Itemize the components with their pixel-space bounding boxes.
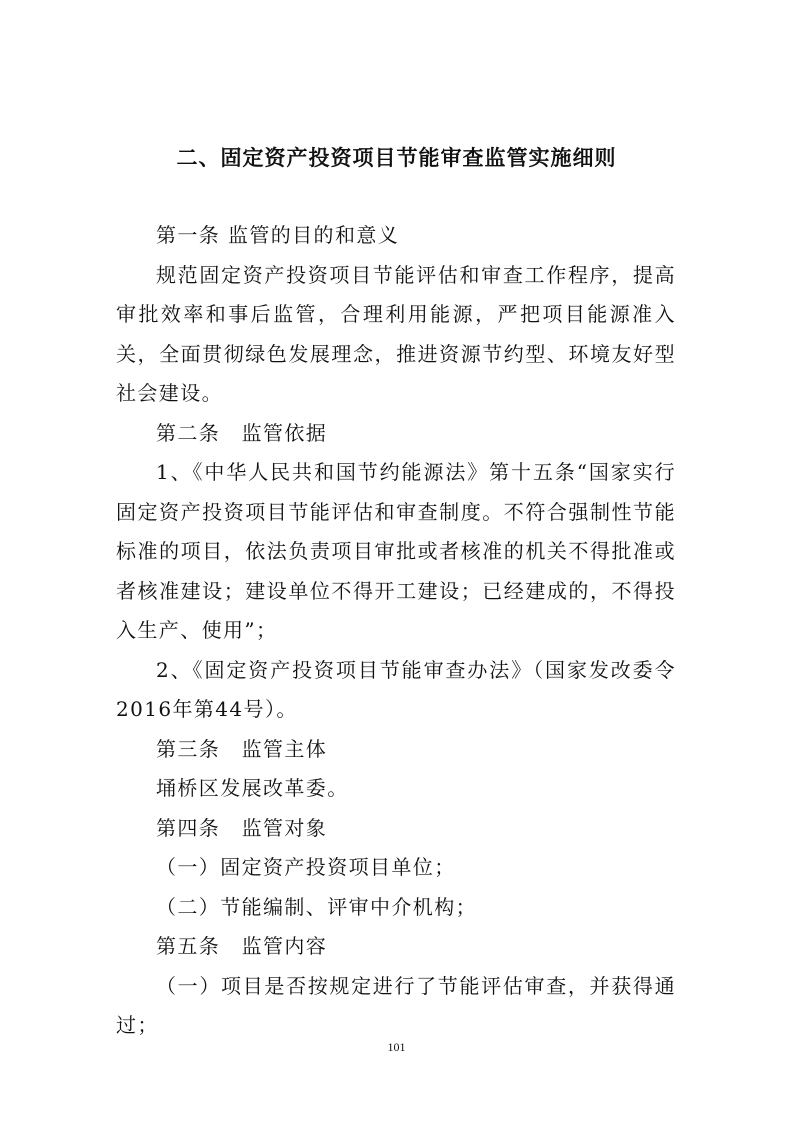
page-number: 101 [387, 1040, 406, 1054]
document-title: 二、固定资产投资项目节能审查监管实施细则 [176, 146, 617, 170]
article-heading: 第三条 监管主体 [156, 736, 328, 761]
paragraph: 1、《中华人民共和国节约能源法》第十五条“国家实行固定资产投资项目节能评估和审查制度。不符合强制性节能标准的项目，依法负责项目审批或者核准的机关不得批准或者核准建设；建设单位不得开工建设；已经建成的，不得投入生产、使用”； [116, 460, 676, 642]
document-body [116, 216, 676, 1046]
list-item: （一）项目是否按规定进行了节能评估审查，并获得通过； [116, 973, 676, 1037]
article-heading: 第四条 监管对象 [156, 815, 328, 840]
paragraph: 埇桥区发展改革委。 [156, 776, 349, 800]
article-heading: 第五条 监管内容 [156, 934, 328, 958]
paragraph: 2、《固定资产投资项目节能审查办法》（国家发改委令2016年第44号）。 [116, 657, 676, 721]
list-item: （二）节能编制、评审中介机构； [156, 894, 477, 919]
list-item: （一）固定资产投资项目单位； [156, 855, 456, 879]
article-heading: 第一条 监管的目的和意义 [156, 223, 400, 247]
article-heading: 第二条 监管依据 [156, 420, 328, 445]
paragraph: 规范固定资产投资项目节能评估和审查工作程序，提高审批效率和事后监管，合理利用能源，严把项目能源准入关，全面贯彻绿色发展理念，推进资源节约型、环境友好型社会建设。 [116, 262, 676, 405]
